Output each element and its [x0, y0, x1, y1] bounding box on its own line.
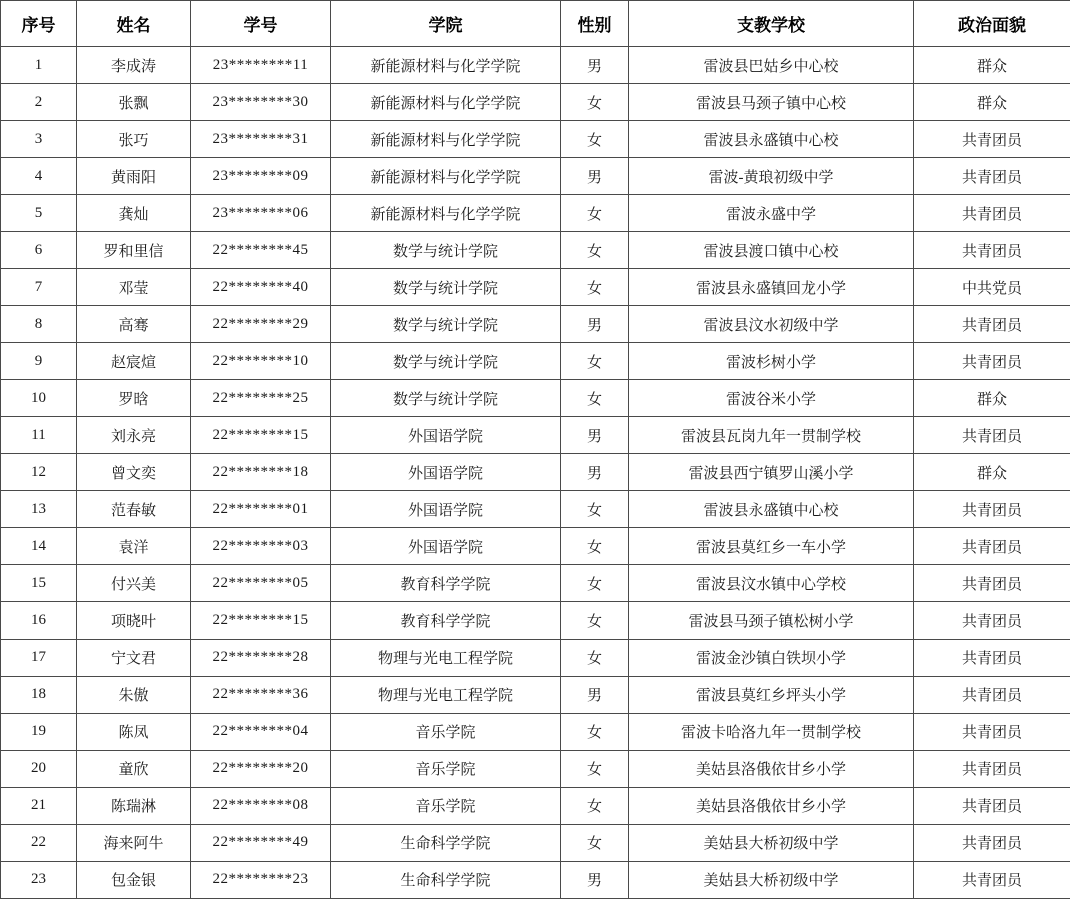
cell-gender: 女	[561, 232, 629, 269]
cell-student-id: 22********15	[191, 602, 331, 639]
cell-college: 物理与光电工程学院	[331, 639, 561, 676]
cell-political-status: 共青团员	[914, 565, 1070, 602]
cell-gender: 男	[561, 158, 629, 195]
table-row	[1, 824, 1070, 861]
table-row	[1, 47, 1070, 84]
cell-college: 新能源材料与化学学院	[331, 47, 561, 84]
cell-college: 音乐学院	[331, 787, 561, 824]
cell-gender: 女	[561, 602, 629, 639]
cell-name: 付兴美	[77, 565, 191, 602]
cell-student-id: 22********15	[191, 417, 331, 454]
cell-name: 包金银	[77, 861, 191, 898]
cell-college: 物理与光电工程学院	[331, 676, 561, 713]
cell-name: 邓莹	[77, 269, 191, 306]
cell-gender: 女	[561, 565, 629, 602]
table-body	[1, 47, 1070, 899]
cell-gender: 男	[561, 676, 629, 713]
cell-gender: 女	[561, 269, 629, 306]
cell-gender: 女	[561, 713, 629, 750]
cell-student-id: 22********49	[191, 824, 331, 861]
cell-student-id: 22********05	[191, 565, 331, 602]
cell-index: 18	[1, 676, 77, 713]
cell-name: 李成涛	[77, 47, 191, 84]
cell-political-status: 中共党员	[914, 269, 1070, 306]
table-row	[1, 565, 1070, 602]
table-row	[1, 195, 1070, 232]
cell-gender: 女	[561, 824, 629, 861]
cell-political-status: 共青团员	[914, 787, 1070, 824]
cell-school: 雷波县莫红乡坪头小学	[629, 676, 914, 713]
cell-college: 外国语学院	[331, 454, 561, 491]
cell-college: 教育科学学院	[331, 565, 561, 602]
cell-student-id: 23********06	[191, 195, 331, 232]
table-row	[1, 84, 1070, 121]
cell-school: 雷波县马颈子镇中心校	[629, 84, 914, 121]
cell-gender: 女	[561, 380, 629, 417]
cell-college: 音乐学院	[331, 713, 561, 750]
cell-student-id: 22********45	[191, 232, 331, 269]
cell-college: 外国语学院	[331, 417, 561, 454]
cell-index: 11	[1, 417, 77, 454]
cell-college: 外国语学院	[331, 491, 561, 528]
cell-political-status: 共青团员	[914, 676, 1070, 713]
cell-school: 雷波县西宁镇罗山溪小学	[629, 454, 914, 491]
cell-school: 雷波-黄琅初级中学	[629, 158, 914, 195]
table-row	[1, 491, 1070, 528]
cell-political-status: 共青团员	[914, 861, 1070, 898]
cell-student-id: 22********36	[191, 676, 331, 713]
cell-political-status: 共青团员	[914, 528, 1070, 565]
table-header	[1, 1, 1070, 47]
cell-index: 3	[1, 121, 77, 158]
cell-political-status: 共青团员	[914, 602, 1070, 639]
cell-student-id: 22********28	[191, 639, 331, 676]
cell-college: 新能源材料与化学学院	[331, 84, 561, 121]
cell-index: 8	[1, 306, 77, 343]
cell-gender: 女	[561, 491, 629, 528]
cell-index: 19	[1, 713, 77, 750]
cell-student-id: 22********18	[191, 454, 331, 491]
cell-name: 曾文奕	[77, 454, 191, 491]
cell-political-status: 共青团员	[914, 639, 1070, 676]
cell-gender: 男	[561, 861, 629, 898]
cell-political-status: 群众	[914, 380, 1070, 417]
column-header-college: 学院	[331, 1, 561, 47]
cell-gender: 女	[561, 639, 629, 676]
cell-name: 黄雨阳	[77, 158, 191, 195]
cell-school: 雷波县永盛镇中心校	[629, 491, 914, 528]
cell-name: 陈瑞淋	[77, 787, 191, 824]
cell-index: 15	[1, 565, 77, 602]
cell-political-status: 共青团员	[914, 417, 1070, 454]
cell-student-id: 23********09	[191, 158, 331, 195]
cell-gender: 男	[561, 417, 629, 454]
cell-index: 4	[1, 158, 77, 195]
cell-name: 龚灿	[77, 195, 191, 232]
table-row	[1, 861, 1070, 898]
cell-political-status: 共青团员	[914, 824, 1070, 861]
cell-school: 美姑县洛俄依甘乡小学	[629, 750, 914, 787]
cell-index: 21	[1, 787, 77, 824]
cell-college: 新能源材料与化学学院	[331, 195, 561, 232]
cell-name: 陈凤	[77, 713, 191, 750]
column-header-index: 序号	[1, 1, 77, 47]
cell-college: 数学与统计学院	[331, 343, 561, 380]
cell-college: 数学与统计学院	[331, 306, 561, 343]
table-row	[1, 380, 1070, 417]
cell-gender: 女	[561, 528, 629, 565]
cell-name: 宁文君	[77, 639, 191, 676]
table-row	[1, 417, 1070, 454]
cell-gender: 女	[561, 343, 629, 380]
cell-index: 23	[1, 861, 77, 898]
cell-gender: 女	[561, 84, 629, 121]
cell-student-id: 23********30	[191, 84, 331, 121]
cell-name: 袁洋	[77, 528, 191, 565]
cell-political-status: 共青团员	[914, 306, 1070, 343]
cell-political-status: 共青团员	[914, 343, 1070, 380]
cell-index: 12	[1, 454, 77, 491]
cell-political-status: 群众	[914, 47, 1070, 84]
cell-index: 20	[1, 750, 77, 787]
cell-gender: 男	[561, 454, 629, 491]
cell-gender: 女	[561, 787, 629, 824]
cell-gender: 女	[561, 195, 629, 232]
cell-student-id: 22********25	[191, 380, 331, 417]
cell-student-id: 22********29	[191, 306, 331, 343]
cell-gender: 男	[561, 306, 629, 343]
cell-political-status: 共青团员	[914, 491, 1070, 528]
cell-name: 罗晗	[77, 380, 191, 417]
cell-name: 赵宸煊	[77, 343, 191, 380]
cell-political-status: 群众	[914, 84, 1070, 121]
cell-student-id: 22********23	[191, 861, 331, 898]
cell-index: 14	[1, 528, 77, 565]
cell-index: 2	[1, 84, 77, 121]
cell-index: 22	[1, 824, 77, 861]
cell-school: 雷波县永盛镇中心校	[629, 121, 914, 158]
cell-student-id: 22********10	[191, 343, 331, 380]
cell-name: 张飘	[77, 84, 191, 121]
cell-political-status: 共青团员	[914, 750, 1070, 787]
cell-school: 雷波县莫红乡一车小学	[629, 528, 914, 565]
cell-school: 雷波永盛中学	[629, 195, 914, 232]
cell-school: 雷波县瓦岗九年一贯制学校	[629, 417, 914, 454]
table-row	[1, 602, 1070, 639]
cell-college: 生命科学学院	[331, 861, 561, 898]
cell-student-id: 22********04	[191, 713, 331, 750]
cell-gender: 女	[561, 121, 629, 158]
cell-name: 童欣	[77, 750, 191, 787]
cell-student-id: 22********40	[191, 269, 331, 306]
cell-index: 6	[1, 232, 77, 269]
cell-name: 刘永亮	[77, 417, 191, 454]
table-row	[1, 158, 1070, 195]
table-row	[1, 676, 1070, 713]
table-row	[1, 454, 1070, 491]
table-row	[1, 713, 1070, 750]
cell-name: 范春敏	[77, 491, 191, 528]
cell-political-status: 共青团员	[914, 158, 1070, 195]
cell-gender: 女	[561, 750, 629, 787]
column-header-political-status: 政治面貌	[914, 1, 1070, 47]
cell-school: 雷波杉树小学	[629, 343, 914, 380]
cell-index: 9	[1, 343, 77, 380]
cell-school: 美姑县大桥初级中学	[629, 861, 914, 898]
cell-index: 7	[1, 269, 77, 306]
cell-index: 16	[1, 602, 77, 639]
cell-college: 生命科学学院	[331, 824, 561, 861]
column-header-name: 姓名	[77, 1, 191, 47]
cell-school: 雷波县马颈子镇松树小学	[629, 602, 914, 639]
cell-college: 数学与统计学院	[331, 232, 561, 269]
table-row	[1, 121, 1070, 158]
cell-student-id: 22********08	[191, 787, 331, 824]
cell-political-status: 共青团员	[914, 195, 1070, 232]
cell-school: 雷波县永盛镇回龙小学	[629, 269, 914, 306]
cell-student-id: 22********01	[191, 491, 331, 528]
cell-index: 13	[1, 491, 77, 528]
cell-name: 高骞	[77, 306, 191, 343]
column-header-student-id: 学号	[191, 1, 331, 47]
column-header-school: 支教学校	[629, 1, 914, 47]
cell-school: 雷波县汶水初级中学	[629, 306, 914, 343]
table-row	[1, 750, 1070, 787]
cell-name: 朱傲	[77, 676, 191, 713]
cell-school: 美姑县洛俄依甘乡小学	[629, 787, 914, 824]
cell-index: 17	[1, 639, 77, 676]
cell-name: 罗和里信	[77, 232, 191, 269]
cell-index: 10	[1, 380, 77, 417]
cell-school: 雷波金沙镇白铁坝小学	[629, 639, 914, 676]
table-row	[1, 343, 1070, 380]
cell-college: 教育科学学院	[331, 602, 561, 639]
cell-student-id: 22********03	[191, 528, 331, 565]
cell-name: 项晓叶	[77, 602, 191, 639]
cell-name: 张巧	[77, 121, 191, 158]
cell-college: 数学与统计学院	[331, 380, 561, 417]
table-row	[1, 232, 1070, 269]
cell-political-status: 共青团员	[914, 713, 1070, 750]
cell-school: 雷波县汶水镇中心学校	[629, 565, 914, 602]
table-row	[1, 306, 1070, 343]
cell-school: 雷波谷米小学	[629, 380, 914, 417]
cell-index: 5	[1, 195, 77, 232]
cell-college: 新能源材料与化学学院	[331, 121, 561, 158]
cell-political-status: 共青团员	[914, 232, 1070, 269]
cell-school: 雷波县渡口镇中心校	[629, 232, 914, 269]
table-row	[1, 787, 1070, 824]
cell-school: 雷波卡哈洛九年一贯制学校	[629, 713, 914, 750]
cell-index: 1	[1, 47, 77, 84]
cell-college: 数学与统计学院	[331, 269, 561, 306]
cell-name: 海来阿牛	[77, 824, 191, 861]
table-row	[1, 528, 1070, 565]
cell-school: 雷波县巴姑乡中心校	[629, 47, 914, 84]
cell-college: 音乐学院	[331, 750, 561, 787]
table-row	[1, 269, 1070, 306]
table-row	[1, 639, 1070, 676]
cell-college: 新能源材料与化学学院	[331, 158, 561, 195]
cell-political-status: 群众	[914, 454, 1070, 491]
cell-school: 美姑县大桥初级中学	[629, 824, 914, 861]
cell-gender: 男	[561, 47, 629, 84]
cell-college: 外国语学院	[331, 528, 561, 565]
cell-student-id: 23********31	[191, 121, 331, 158]
column-header-gender: 性别	[561, 1, 629, 47]
cell-student-id: 22********20	[191, 750, 331, 787]
cell-student-id: 23********11	[191, 47, 331, 84]
cell-political-status: 共青团员	[914, 121, 1070, 158]
header-row	[1, 1, 1070, 47]
